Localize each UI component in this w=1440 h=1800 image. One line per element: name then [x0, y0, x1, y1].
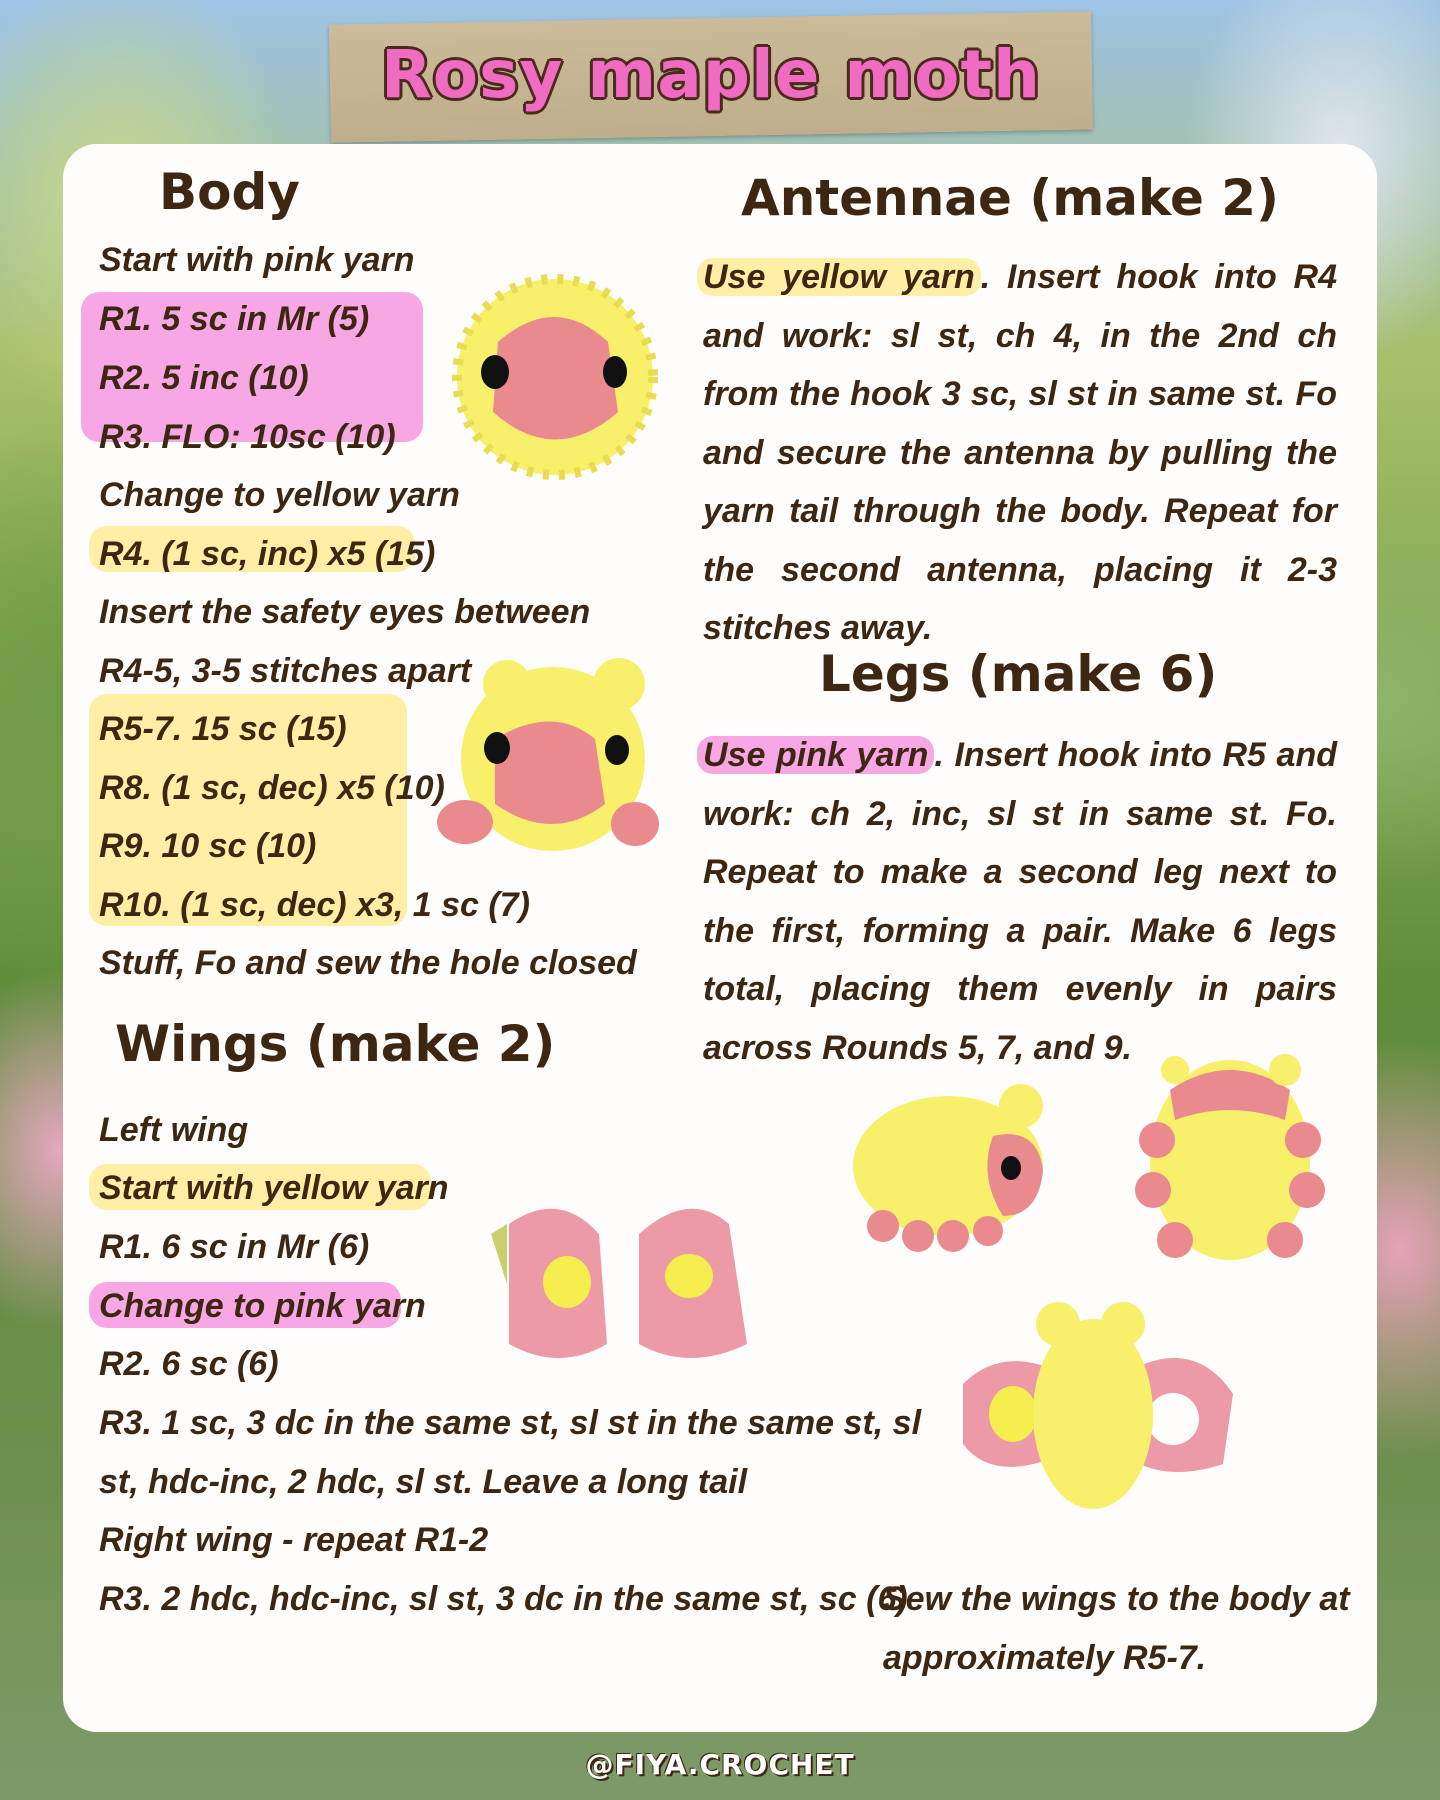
antennae-yarn-highlight: Use yellow yarn [697, 258, 981, 296]
footer-handle: @FIYA.CROCHET [585, 1748, 855, 1781]
wing-line: R3. 1 sc, 3 dc in the same st, sl st in the same st, sl [99, 1404, 922, 1442]
pattern-card [63, 144, 1377, 1732]
side-view-photo [843, 1076, 1073, 1256]
antennae-instructions [703, 248, 1337, 658]
body-line: R10. (1 sc, dec) x3, 1 sc (7) [99, 886, 530, 924]
wing-line: Start with yellow yarn [99, 1169, 449, 1207]
antennae-heading: Antennae (make 2) [741, 169, 1279, 227]
legs-instructions [703, 726, 1337, 1077]
body-line: R3. FLO: 10sc (10) [99, 418, 396, 456]
body-antennae-photo [435, 644, 675, 864]
body-line: Insert the safety eyes between [99, 593, 591, 631]
body-ball-photo [443, 262, 673, 492]
body-line: Start with pink yarn [99, 241, 415, 279]
body-line: R9. 10 sc (10) [99, 827, 317, 865]
sew-note: Sew the wings to the body at [883, 1580, 1350, 1618]
antennae-text: . Insert hook into R4 and work: sl st, ch 4, in the 2nd ch from the hook 3 sc, sl st in same st. Fo and secure the antenna by pulling the yarn tail through the body. Repeat for the second antenna, placing it 2-3 stitches away. [703, 258, 1337, 647]
body-line: R4-5, 3-5 stitches apart [99, 652, 472, 690]
wing-line: Change to pink yarn [99, 1287, 426, 1325]
page-title: Rosy maple moth [380, 36, 1041, 113]
body-line: R5-7. 15 sc (15) [99, 710, 347, 748]
body-line: R2. 5 inc (10) [99, 359, 309, 397]
legs-text: . Insert hook into R5 and work: ch 2, inc, sl st in same st. Fo. Repeat to make a second leg next to the first, forming a pair. Make 6 legs total, placing them evenly in pairs across Rounds 5, 7, and 9. [703, 736, 1337, 1067]
wing-line: Left wing [99, 1111, 249, 1149]
body-line: R1. 5 sc in Mr (5) [99, 300, 370, 338]
legs-heading: Legs (make 6) [819, 645, 1218, 703]
wing-line: R1. 6 sc in Mr (6) [99, 1228, 370, 1266]
wing-line: Right wing - repeat R1-2 [99, 1521, 489, 1559]
wings-photo [489, 1194, 779, 1374]
wing-line: st, hdc-inc, 2 hdc, sl st. Leave a long tail [99, 1463, 748, 1501]
wing-line: R2. 6 sc (6) [99, 1345, 279, 1383]
wing-line: R3. 2 hdc, hdc-inc, sl st, 3 dc in the same st, sc (6) [99, 1580, 908, 1618]
body-line: R4. (1 sc, inc) x5 (15) [99, 535, 436, 573]
sew-note: approximately R5-7. [883, 1639, 1207, 1677]
wings-heading: Wings (make 2) [115, 1015, 556, 1073]
body-line: R8. (1 sc, dec) x5 (10) [99, 769, 445, 807]
underside-photo [1135, 1040, 1325, 1270]
body-heading: Body [159, 163, 300, 221]
body-line: Stuff, Fo and sew the hole closed [99, 944, 637, 982]
winged-moth-photo [943, 1294, 1243, 1534]
legs-yarn-highlight: Use pink yarn [697, 736, 934, 774]
body-line: Change to yellow yarn [99, 476, 460, 514]
